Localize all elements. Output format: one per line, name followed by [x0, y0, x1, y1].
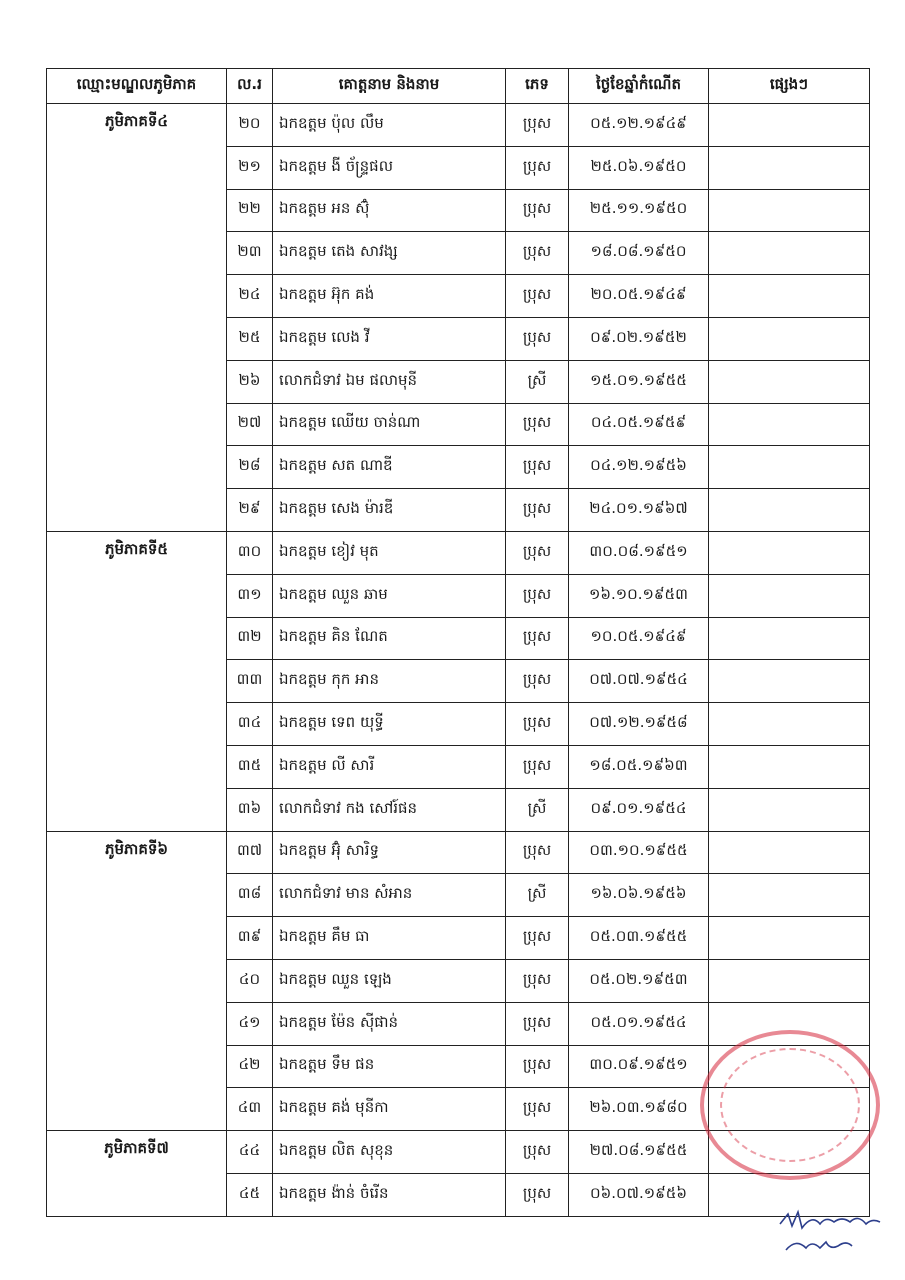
row-number: ២៦ [227, 360, 273, 403]
member-name: ឯកឧត្តម តេង សាវង្ស [273, 232, 506, 275]
member-sex: ស្រី [506, 788, 569, 831]
member-other [709, 531, 870, 574]
member-birthdate: ២៧.០៨.១៩៥៥ [569, 1131, 709, 1174]
member-birthdate: ២៥.០៦.១៩៥០ [569, 146, 709, 189]
row-number: ៤៤ [227, 1131, 273, 1174]
row-number: ២៧ [227, 403, 273, 446]
header-dob: ថ្ងៃខែឆ្នាំកំណើត [569, 69, 709, 104]
member-name: ឯកឧត្តម ទេព យុទ្ធី [273, 703, 506, 746]
member-sex: ប្រុស [506, 831, 569, 874]
member-other [709, 403, 870, 446]
table-row [47, 531, 870, 574]
member-other [709, 703, 870, 746]
member-birthdate: ០៧.១២.១៩៥៨ [569, 703, 709, 746]
member-sex: ប្រុស [506, 189, 569, 232]
member-sex: ប្រុស [506, 489, 569, 532]
member-name: ឯកឧត្តម ឈួន ឡេង [273, 959, 506, 1002]
row-number: ២៤ [227, 275, 273, 318]
header-other: ផ្សេងៗ [709, 69, 870, 104]
member-other [709, 574, 870, 617]
row-number: ២៨ [227, 446, 273, 489]
member-name: ឯកឧត្តម លេង វី [273, 317, 506, 360]
member-birthdate: ០៥.០២.១៩៥៣ [569, 959, 709, 1002]
member-sex: ស្រី [506, 874, 569, 917]
table-header-row [47, 69, 870, 104]
member-birthdate: ០៥.០៣.១៩៥៥ [569, 917, 709, 960]
member-sex: ប្រុស [506, 660, 569, 703]
row-number: ៣០ [227, 531, 273, 574]
member-name: ឯកឧត្តម ង៉ាន់ ចំរើន [273, 1173, 506, 1216]
member-name: ឯកឧត្តម ងី ច័ន្ទ្រផល [273, 146, 506, 189]
member-sex: ប្រុស [506, 104, 569, 147]
member-sex: ប្រុស [506, 745, 569, 788]
member-other [709, 146, 870, 189]
row-number: ៣១ [227, 574, 273, 617]
row-number: ៤២ [227, 1045, 273, 1088]
member-sex: ប្រុស [506, 403, 569, 446]
member-other [709, 617, 870, 660]
member-name: ឯកឧត្តម អន ស៊ុំ [273, 189, 506, 232]
member-name: ឯកឧត្តម លិត សុខុន [273, 1131, 506, 1174]
member-other [709, 745, 870, 788]
member-other [709, 317, 870, 360]
member-name: ឯកឧត្តម ឈួន ឆាម [273, 574, 506, 617]
row-number: ៣៧ [227, 831, 273, 874]
member-sex: ប្រុស [506, 574, 569, 617]
member-birthdate: ២០.០៥.១៩៤៩ [569, 275, 709, 318]
official-seal-stamp [700, 1030, 880, 1180]
header-sex: ភេទ [506, 69, 569, 104]
row-number: ៣៥ [227, 745, 273, 788]
member-other [709, 874, 870, 917]
member-birthdate: ២៥.១១.១៩៥០ [569, 189, 709, 232]
member-name: ឯកឧត្តម អ៊ុំ សារិទ្ធ [273, 831, 506, 874]
group-label: ភូមិភាគទី៤ [47, 104, 227, 532]
member-birthdate: ០៦.០៧.១៩៥៦ [569, 1173, 709, 1216]
member-name: ឯកឧត្តម ម៉ែន ស៊ីផាន់ [273, 1002, 506, 1045]
member-name: ឯកឧត្តម សត ណាឌី [273, 446, 506, 489]
member-name: ឯកឧត្តម ខៀវ មុត [273, 531, 506, 574]
member-name: ឯកឧត្តម គង់ មុនីកា [273, 1088, 506, 1131]
member-name: ឯកឧត្តម គឹម ធា [273, 917, 506, 960]
member-other [709, 831, 870, 874]
member-name: ឯកឧត្តម សេង ម៉ារឌី [273, 489, 506, 532]
table-row [47, 104, 870, 147]
header-name: គោត្តនាម និងនាម [273, 69, 506, 104]
member-birthdate: ២៦.០៣.១៩៨០ [569, 1088, 709, 1131]
member-sex: ស្រី [506, 360, 569, 403]
member-birthdate: ២៤.០១.១៩៦៧ [569, 489, 709, 532]
member-name: ឯកឧត្តម កុក អាន [273, 660, 506, 703]
member-name: ឯកឧត្តម ទឹម ផន [273, 1045, 506, 1088]
member-birthdate: ០៥.១២.១៩៤៩ [569, 104, 709, 147]
group-label: ភូមិភាគទី៥ [47, 531, 227, 831]
member-sex: ប្រុស [506, 531, 569, 574]
member-birthdate: ១៥.០១.១៩៥៥ [569, 360, 709, 403]
member-birthdate: ១៦.០៦.១៩៥៦ [569, 874, 709, 917]
member-birthdate: ១៨.០៥.១៩៦៣ [569, 745, 709, 788]
row-number: ៣៦ [227, 788, 273, 831]
row-number: ២៣ [227, 232, 273, 275]
member-other [709, 104, 870, 147]
member-birthdate: ០៤.១២.១៩៥៦ [569, 446, 709, 489]
member-other [709, 660, 870, 703]
row-number: ៣៤ [227, 703, 273, 746]
member-other [709, 959, 870, 1002]
handwritten-signature [772, 1202, 902, 1262]
member-birthdate: ០៩.០១.១៩៥៤ [569, 788, 709, 831]
member-sex: ប្រុស [506, 446, 569, 489]
member-birthdate: ១៨.០៨.១៩៥០ [569, 232, 709, 275]
row-number: ៣៨ [227, 874, 273, 917]
member-other [709, 232, 870, 275]
member-other [709, 788, 870, 831]
member-sex: ប្រុស [506, 275, 569, 318]
member-other [709, 917, 870, 960]
row-number: ៤៣ [227, 1088, 273, 1131]
member-sex: ប្រុស [506, 146, 569, 189]
member-name: លោកជំទាវ កង សៅរ៍ផន [273, 788, 506, 831]
row-number: ២០ [227, 104, 273, 147]
header-num: ល.រ [227, 69, 273, 104]
table-row [47, 831, 870, 874]
row-number: ៤៥ [227, 1173, 273, 1216]
member-sex: ប្រុស [506, 1002, 569, 1045]
member-sex: ប្រុស [506, 232, 569, 275]
member-birthdate: ០៤.០៥.១៩៥៩ [569, 403, 709, 446]
member-birthdate: ០៧.០៧.១៩៥៤ [569, 660, 709, 703]
member-other [709, 360, 870, 403]
member-birthdate: ០៣.១០.១៩៥៥ [569, 831, 709, 874]
member-sex: ប្រុស [506, 1173, 569, 1216]
member-sex: ប្រុស [506, 1045, 569, 1088]
member-other [709, 275, 870, 318]
row-number: ២៥ [227, 317, 273, 360]
member-other [709, 189, 870, 232]
member-birthdate: ៣០.០៩.១៩៥១ [569, 1045, 709, 1088]
row-number: ៣៣ [227, 660, 273, 703]
member-name: ឯកឧត្តម ប៉ុល លឹម [273, 104, 506, 147]
member-sex: ប្រុស [506, 959, 569, 1002]
member-sex: ប្រុស [506, 703, 569, 746]
member-birthdate: ០៩.០២.១៩៥២ [569, 317, 709, 360]
member-sex: ប្រុស [506, 917, 569, 960]
member-name: ឯកឧត្តម ឈើយ ចាន់ណា [273, 403, 506, 446]
member-birthdate: ០៥.០១.១៩៥៤ [569, 1002, 709, 1045]
member-name: ឯកឧត្តម អ៊ុក គង់ [273, 275, 506, 318]
member-name: ឯកឧត្តម លី សារី [273, 745, 506, 788]
row-number: ៣៩ [227, 917, 273, 960]
row-number: ៤១ [227, 1002, 273, 1045]
row-number: ២១ [227, 146, 273, 189]
row-number: ២២ [227, 189, 273, 232]
member-sex: ប្រុស [506, 1131, 569, 1174]
row-number: ៣២ [227, 617, 273, 660]
member-other [709, 489, 870, 532]
member-name: លោកជំទាវ ឯម ផលាមុនី [273, 360, 506, 403]
member-name: ឯកឧត្តម គិន ណែត [273, 617, 506, 660]
member-birthdate: ៣០.០៨.១៩៥១ [569, 531, 709, 574]
header-group: ឈ្មោះមណ្ឌលភូមិភាគ [47, 69, 227, 104]
row-number: ២៩ [227, 489, 273, 532]
member-birthdate: ១៦.១០.១៩៥៣ [569, 574, 709, 617]
member-name: លោកជំទាវ មាន សំអាន [273, 874, 506, 917]
member-sex: ប្រុស [506, 317, 569, 360]
row-number: ៤០ [227, 959, 273, 1002]
member-sex: ប្រុស [506, 1088, 569, 1131]
member-sex: ប្រុស [506, 617, 569, 660]
member-birthdate: ១០.០៥.១៩៤៩ [569, 617, 709, 660]
group-label: ភូមិភាគទី៦ [47, 831, 227, 1131]
member-other [709, 446, 870, 489]
group-label: ភូមិភាគទី៧ [47, 1131, 227, 1217]
